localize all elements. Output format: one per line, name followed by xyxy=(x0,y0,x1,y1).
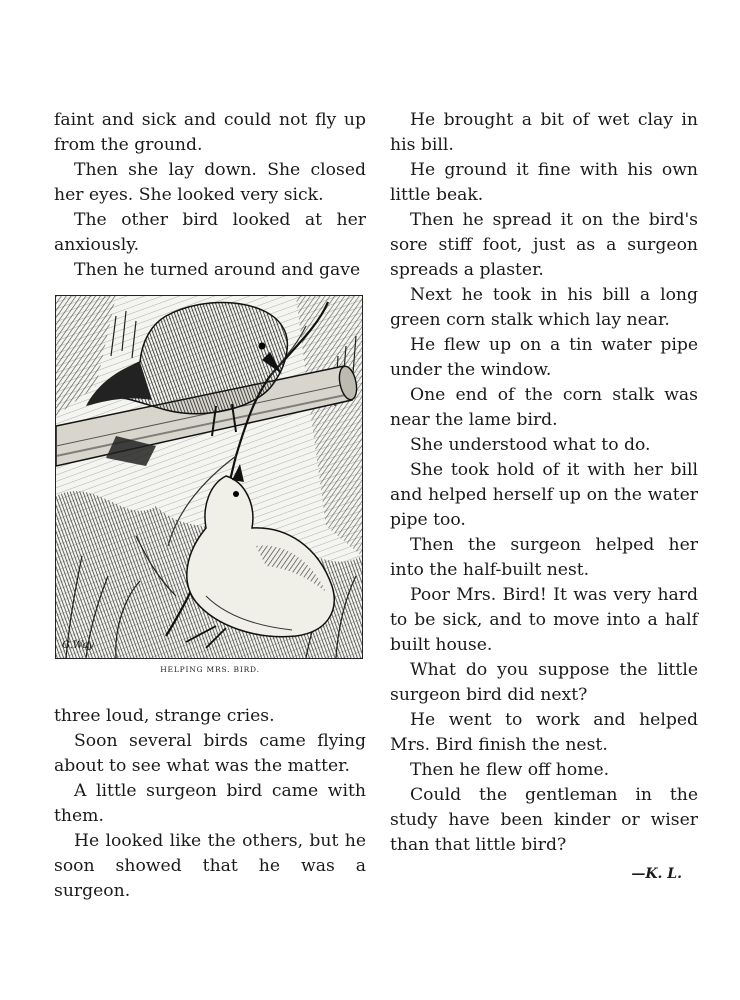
paragraph: A little surgeon bird came with them. xyxy=(54,781,366,826)
paragraph: Poor Mrs. Bird! It was very hard to be sick, and to move into a half built house. xyxy=(390,585,698,655)
paragraph: three loud, strange cries. xyxy=(54,706,275,726)
paragraph: Then he spread it on the bird's sore stiff foot, just as a surgeon spreads a plaster. xyxy=(390,210,698,280)
paragraph: She took hold of it with her bill and helped herself up on the water pipe too. xyxy=(390,460,698,530)
paragraph: He looked like the others, but he soon showed that he was a surgeon. xyxy=(54,831,366,901)
author-signature: —K. L. xyxy=(631,866,682,882)
paragraph: He flew up on a tin water pipe under the window. xyxy=(390,335,698,380)
paragraph: faint and sick and could not fly up from the ground. xyxy=(54,110,366,155)
right-text xyxy=(390,108,698,858)
illustration xyxy=(55,295,363,659)
left-text-before-figure xyxy=(54,108,366,283)
left-column xyxy=(54,108,366,904)
paragraph: The other bird looked at her anxiously. xyxy=(54,210,366,255)
figure-caption: HELPING MRS. BIRD. xyxy=(160,665,260,674)
paragraph: Could the gentleman in the study have been kinder or wiser than that little bird? xyxy=(390,785,698,855)
paragraph: Next he took in his bill a long green corn stalk which lay near. xyxy=(390,285,698,330)
paragraph: He went to work and helped Mrs. Bird finish the nest. xyxy=(390,710,698,755)
left-text-after-figure xyxy=(54,704,366,904)
paragraph: Then the surgeon helped her into the half-built nest. xyxy=(390,535,698,580)
paragraph: He brought a bit of wet clay in his bill. xyxy=(390,110,698,155)
paragraph: Then she lay down. She closed her eyes. She looked very sick. xyxy=(54,160,366,205)
paragraph: Soon several birds came flying about to see what was the matter. xyxy=(54,731,366,776)
paragraph: What do you suppose the little surgeon bird did next? xyxy=(390,660,698,705)
paragraph: Then he flew off home. xyxy=(410,760,610,780)
artist-signature: G.Way xyxy=(62,640,94,651)
right-column xyxy=(390,108,698,882)
paragraph: One end of the corn stalk was near the lame bird. xyxy=(390,385,698,430)
paragraph: He ground it fine with his own little beak. xyxy=(390,160,698,205)
bird-engraving xyxy=(56,296,362,658)
paragraph: She understood what to do. xyxy=(410,435,651,455)
paragraph: Then he turned around and gave xyxy=(74,260,361,280)
